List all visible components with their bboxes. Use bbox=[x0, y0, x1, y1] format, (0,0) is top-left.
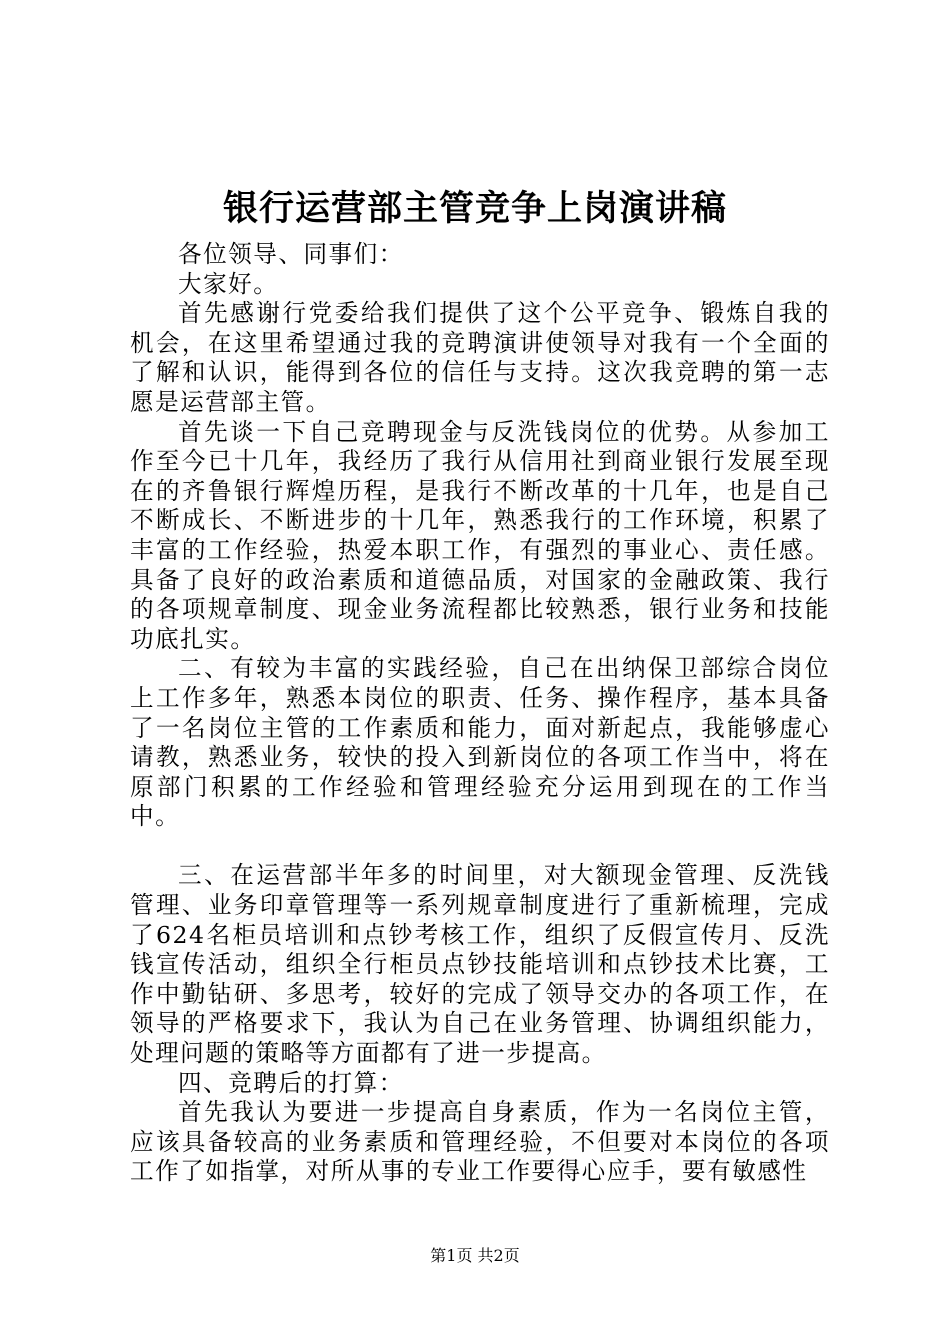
paragraph-advantages: 首先谈一下自己竞聘现金与反洗钱岗位的优势。从参加工作至今已十几年，我经历了我行从信用社到商业银行发展至现在的齐鲁银行辉煌历程，是我行不断改革的十几年，也是自己不断成长、不断进步的十几年，熟悉我行的工作环境，积累了丰富的工作经验，热爱本职工作，有强烈的事业心、责任感。具备了良好的政治素质和道德品质，对国家的金融政策、我行的各项规章制度、现金业务流程都比较熟悉，银行业务和技能功底扎实。 bbox=[130, 417, 830, 653]
paragraph-point-three: 三、在运营部半年多的时间里，对大额现金管理、反洗钱管理、业务印章管理等一系列规章制度进行了重新梳理，完成了624名柜员培训和点钞考核工作，组织了反假宣传月、反洗钱宣传活动，组织全行柜员点钞技能培训和点钞技术比赛，工作中勤钻研、多思考，较好的完成了领导交办的各项工作，在领导的严格要求下，我认为自己在业务管理、协调组织能力，处理问题的策略等方面都有了进一步提高。 bbox=[130, 861, 830, 1068]
salutation: 各位领导、同事们： bbox=[178, 240, 404, 268]
greeting: 大家好。 bbox=[178, 269, 279, 298]
document-title: 银行运营部主管竞争上岗演讲稿 bbox=[222, 188, 727, 229]
paragraph-point-four-heading: 四、竞聘后的打算： bbox=[178, 1068, 404, 1097]
paragraph-intro: 首先感谢行党委给我们提供了这个公平竞争、锻炼自我的机会，在这里希望通过我的竞聘演讲使领导对我有一个全面的了解和认识，能得到各位的信任与支持。这次我竞聘的第一志愿是运营部主管。 bbox=[130, 299, 830, 416]
page-footer: 第1页 共2页 bbox=[430, 1246, 520, 1265]
paragraph-plans: 首先我认为要进一步提高自身素质，作为一名岗位主管，应该具备较高的业务素质和管理经验，不但要对本岗位的各项工作了如指掌，对所从事的专业工作要得心应手，要有敏感性 bbox=[130, 1098, 830, 1186]
document-body bbox=[130, 240, 830, 1187]
paragraph-point-two: 二、有较为丰富的实践经验，自己在出纳保卫部综合岗位上工作多年，熟悉本岗位的职责、任务、操作程序，基本具备了一名岗位主管的工作素质和能力，面对新起点，我能够虚心请教，熟悉业务，较快的投入到新岗位的各项工作当中，将在原部门积累的工作经验和管理经验充分运用到现在的工作当中。 bbox=[130, 654, 830, 831]
